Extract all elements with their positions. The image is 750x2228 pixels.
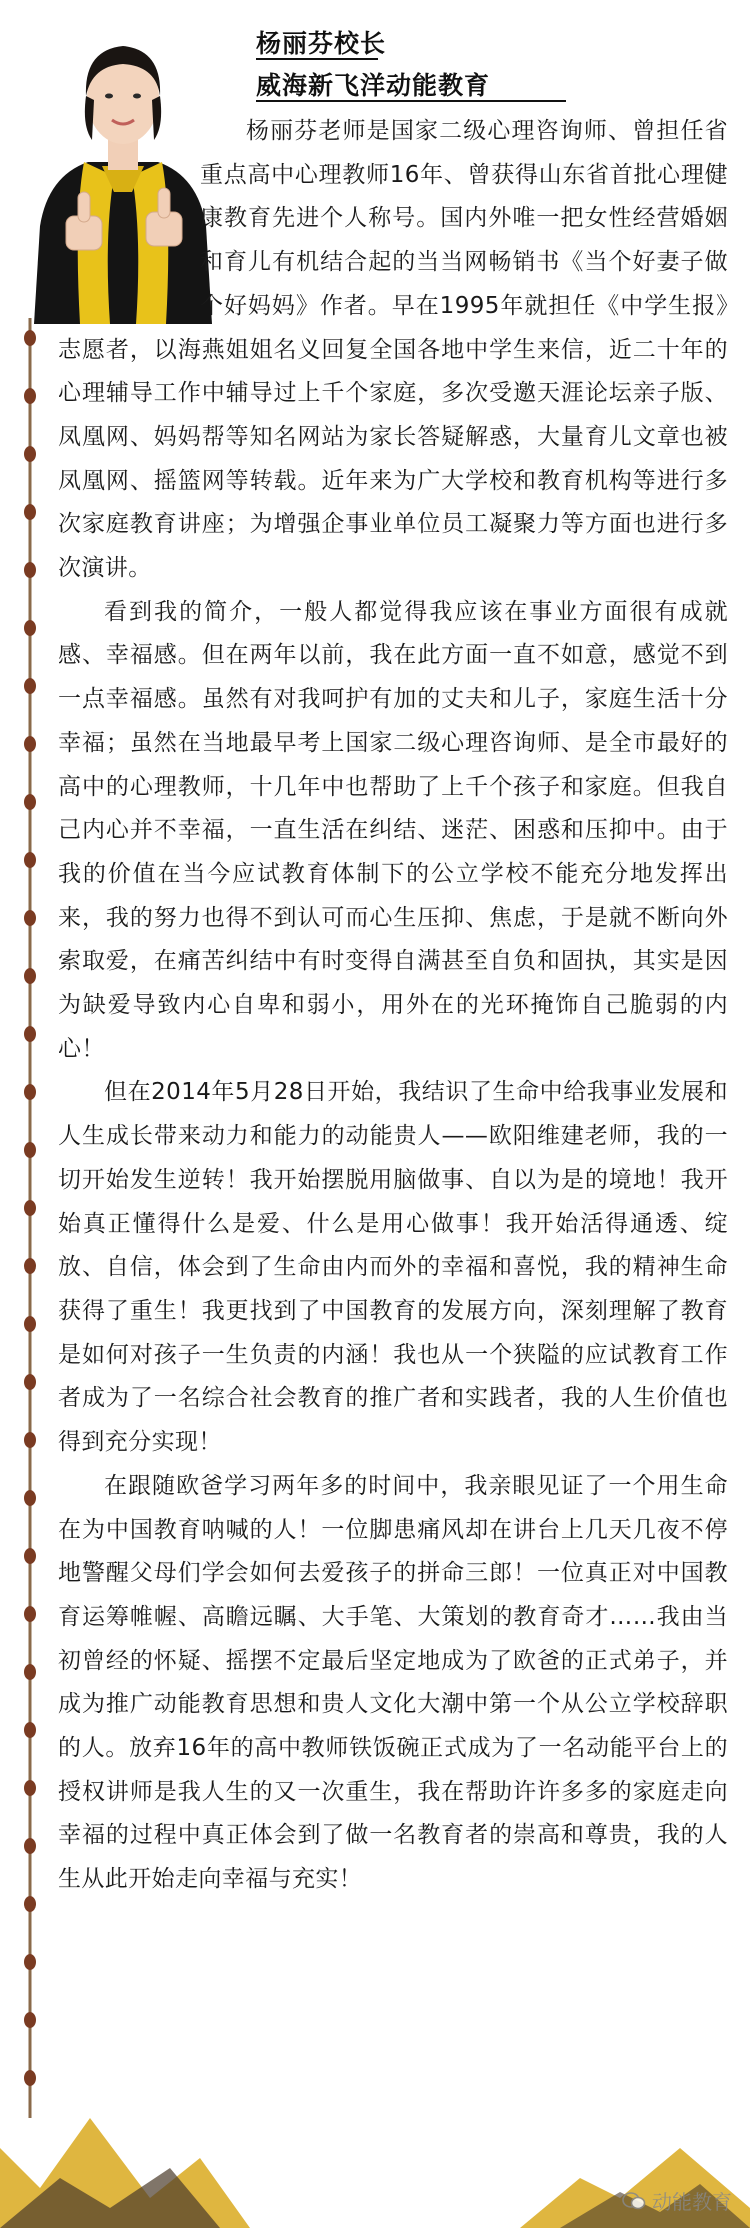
- rope-knot: [24, 678, 36, 694]
- header-org-underline: [256, 100, 566, 102]
- article-body: [58, 110, 728, 1902]
- rope-knot: [24, 1838, 36, 1854]
- rope-knot: [24, 2012, 36, 2028]
- rope-knot: [24, 1258, 36, 1274]
- rope-knot: [24, 1722, 36, 1738]
- watermark-text: 动能教育: [652, 2190, 732, 2214]
- rope-knot: [24, 1664, 36, 1680]
- rope-knot: [24, 1780, 36, 1796]
- paragraph-background: 看到我的简介，一般人都觉得我应该在事业方面很有成就感、幸福感。但在两年以前，我在此方面一直不如意，感觉不到一点幸福感。虽然有对我呵护有加的丈夫和儿子，家庭生活十分幸福；虽然在当地最早考上国家二级心理咨询师、是全市最好的高中的心理教师，十几年中也帮助了上千个孩子和家庭。但我自己内心并不幸福，一直生活在纠结、迷茫、困惑和压抑中。由于我的价值在当今应试教育体制下的公立学校不能充分地发挥出来，我的努力也得不到认可而心生压抑、焦虑，于是就不断向外索取爱，在痛苦纠结中有时变得自满甚至自负和固执，其实是因为缺爱导致内心自卑和弱小，用外在的光环掩饰自己脆弱的内心！: [58, 598, 728, 1062]
- rope-decoration: [20, 318, 60, 2118]
- rope-knot: [24, 1200, 36, 1216]
- rope-knot: [24, 1432, 36, 1448]
- paragraph-intro: 杨丽芬老师是国家二级心理咨询师、曾担任省重点高中心理教师16年、曾获得山东省首批心理健康教育先进个人称号。国内外唯一把女性经营婚姻和育儿有机结合起的当当网畅销书《当个好妻子做个好妈妈》作者。早在1995年就担任《中学生报》志愿者，以海燕姐姐名义回复全国各地中学生来信，近二十年的心理辅导工作中辅导过上千个家庭，多次受邀天涯论坛亲子版、凤凰网、妈妈帮等知名网站为家长答疑解惑，大量育儿文章也被凤凰网、摇篮网等转载。近年来为广大学校和教育机构等进行多次家庭教育讲座；为增强企事业单位员工凝聚力等方面也进行多次演讲。: [58, 118, 728, 582]
- rope-knot: [24, 504, 36, 520]
- rope-knot: [24, 2070, 36, 2086]
- rope-knot: [24, 852, 36, 868]
- rope-knot: [24, 1490, 36, 1506]
- paragraph-witness: 在跟随欧爸学习两年多的时间中，我亲眼见证了一个用生命在为中国教育呐喊的人！一位脚患痛风却在讲台上几天几夜不停地警醒父母们学会如何去爱孩子的拼命三郎！一位真正对中国教育运筹帷幄、高瞻远瞩、大手笔、大策划的教育奇才……我由当初曾经的怀疑、摇摆不定最后坚定地成为了欧爸的正式弟子，并成为推广动能教育思想和贵人文化大潮中第一个从公立学校辞职的人。放弃16年的高中教师铁饭碗正式成为了一名动能平台上的授权讲师是我人生的又一次重生，我在帮助许许多多的家庭走向幸福的过程中真正体会到了做一名教育者的崇高和尊贵，我的人生从此开始走向幸福与充实！: [58, 1472, 728, 1893]
- paragraph-turning-point: 但在2014年5月28日开始，我结识了生命中给我事业发展和人生成长带来动力和能力的动能贵人——欧阳维建老师，我的一切开始发生逆转！我开始摆脱用脑做事、自以为是的境地！我开始真正懂得什么是爱、什么是用心做事！我开始活得通透、绽放、自信，体会到了生命由内而外的幸福和喜悦，我的精神生命获得了重生！我更找到了中国教育的发展方向，深刻理解了教育是如何对孩子一生负责的内涵！我也从一个狭隘的应试教育工作者成为了一名综合社会教育的推广者和实践者，我的人生价值也得到充分实现！: [58, 1079, 728, 1456]
- organization-name: 威海新飞洋动能教育: [256, 71, 491, 100]
- rope-knot: [24, 1374, 36, 1390]
- portrait-wrap-spacer: [0, 110, 200, 322]
- rope-knot: [24, 1954, 36, 1970]
- header-name-underline: [256, 58, 378, 60]
- rope-knot: [24, 446, 36, 462]
- rope-knot: [24, 968, 36, 984]
- rope-knot: [24, 1548, 36, 1564]
- principal-name: 杨丽芬校长: [256, 29, 387, 58]
- rope-knot: [24, 794, 36, 810]
- rope-knot: [24, 330, 36, 346]
- rope-knot: [24, 388, 36, 404]
- rope-knot: [24, 1142, 36, 1158]
- rope-knot: [24, 562, 36, 578]
- rope-knot: [24, 620, 36, 636]
- rope-knot: [24, 1606, 36, 1622]
- rope-knot: [24, 1896, 36, 1912]
- watermark: [622, 2186, 732, 2215]
- rope-knot: [24, 910, 36, 926]
- wechat-icon: [622, 2191, 646, 2211]
- rope-knot: [24, 1316, 36, 1332]
- rope-knot: [24, 1084, 36, 1100]
- rope-knot: [24, 1026, 36, 1042]
- rope-knot: [24, 736, 36, 752]
